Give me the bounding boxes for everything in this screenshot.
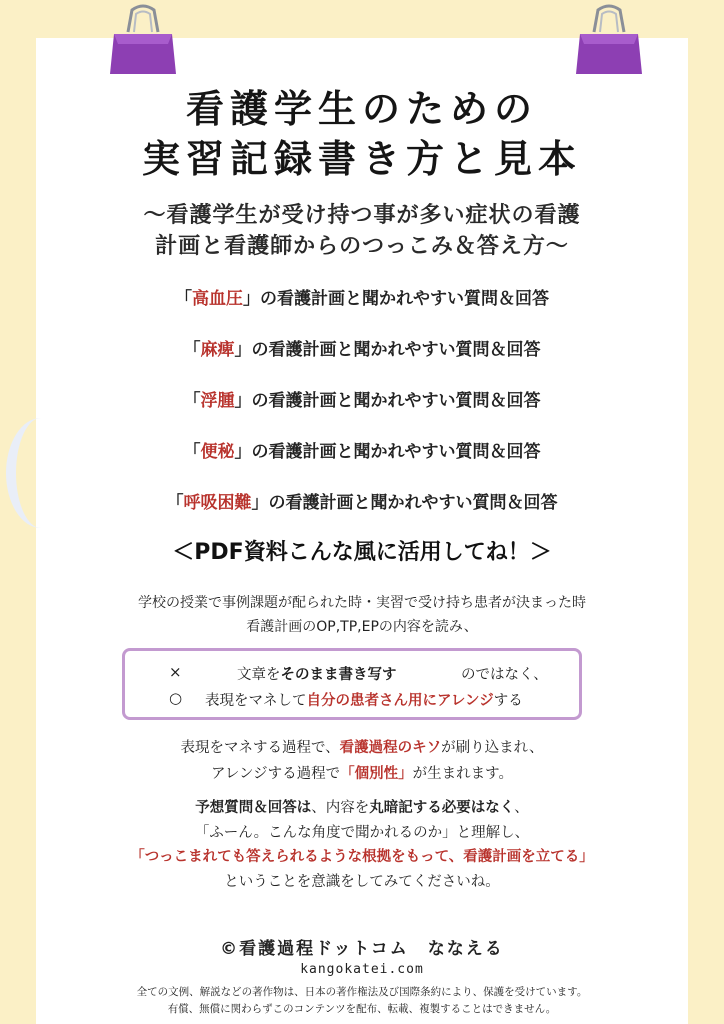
- intro-line-1: 学校の授業で事例課題が配られた時・実習で受け持ち患者が決まった時: [138, 595, 586, 611]
- binder-clip-icon: [574, 4, 644, 76]
- topic-keyword: 便秘: [200, 442, 235, 462]
- copyright-notice-line-2: 有償、無償に関わらずこのコンテンツを配布、転載、複製することはできません。: [167, 1003, 557, 1015]
- topic-item: 「浮腫」の看護計画と聞かれやすい質問＆回答: [183, 391, 541, 411]
- topic-keyword: 高血圧: [192, 289, 243, 309]
- topic-keyword: 麻痺: [200, 340, 235, 360]
- website-url: kangokatei.com: [300, 962, 424, 977]
- title-line-1: 看護学生のための: [185, 87, 538, 131]
- emphasis-text: そのまま書き写す: [280, 667, 397, 683]
- copyright-credit: ©看護過程ドットコム ななえる: [220, 939, 504, 959]
- intro-line-2: 看護計画のOP,TP,EPの内容を読み、: [246, 619, 478, 635]
- title-line-2: 実習記録書き方と見本: [141, 137, 582, 181]
- advice-line-3: 「つっこまれても答えられるような根拠をもって、看護計画を立てる」: [130, 849, 594, 865]
- topic-item: 「呼吸困難」の看護計画と聞かれやすい質問＆回答: [166, 493, 558, 513]
- explanation-line-2: アレンジする過程で「個別性」が生まれます。: [210, 766, 514, 782]
- explanation-line-1: 表現をマネする過程で、看護過程のキソが刷り込まれ、: [180, 740, 544, 756]
- section-heading: ＜PDF資料こんな風に活用してね！＞: [172, 540, 552, 565]
- subtitle-line-2: 計画と看護師からのつっこみ＆答え方〜: [155, 234, 569, 259]
- subtitle-line-1: 〜看護学生が受け持つ事が多い症状の看護: [143, 203, 581, 228]
- topic-keyword: 浮腫: [200, 391, 235, 411]
- circle-mark: ○: [169, 689, 183, 707]
- copyright-notice-line-1: 全ての文例、解説などの著作物は、日本の著作権法及び国際条約により、保護を受けています。: [136, 986, 588, 998]
- topic-item: 「麻痺」の看護計画と聞かれやすい質問＆回答: [183, 340, 541, 360]
- emphasis-text: 自分の患者さん用にアレンジ: [306, 693, 494, 709]
- binder-clip-icon: [108, 4, 178, 76]
- advice-line-4: ということを意識をしてみてくださいね。: [224, 874, 500, 890]
- topic-item: 「高血圧」の看護計画と聞かれやすい質問＆回答: [175, 289, 549, 309]
- topic-keyword: 呼吸困難: [183, 493, 252, 513]
- advice-line-2: 「ふーん。こんな角度で聞かれるのか」と理解し、: [194, 825, 530, 841]
- advice-line-1: 予想質問＆回答は、内容を丸暗記する必要はなく、: [195, 800, 529, 816]
- cross-mark: ×: [169, 663, 182, 681]
- topic-item: 「便秘」の看護計画と聞かれやすい質問＆回答: [183, 442, 541, 462]
- comparison-box: × 文章をそのまま書き写す のではなく、 ○ 表現をマネして自分の患者さん用にアレンジする: [122, 648, 582, 720]
